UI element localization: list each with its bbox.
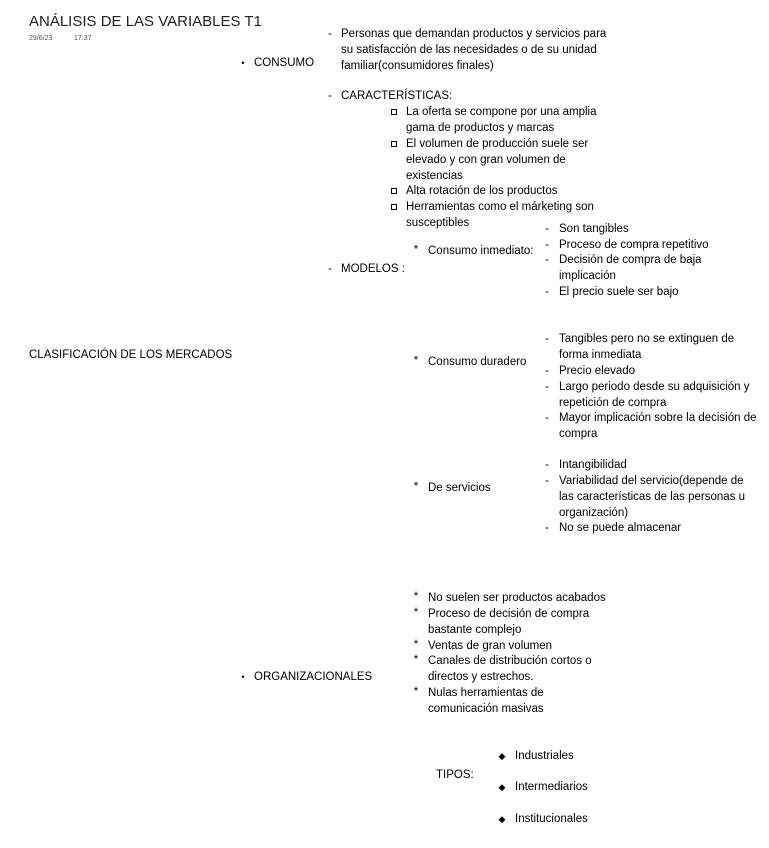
model-point-line: No se puede almacenar (559, 522, 682, 534)
caracteristica-line: El volumen de producción suele ser (406, 138, 589, 150)
point-dash: - (545, 239, 549, 251)
point-dash: - (545, 522, 549, 534)
caracteristica-line: elevado y con gran volumen de (406, 153, 566, 166)
organizacionales-bullet: • (241, 672, 245, 682)
tipo-item: Institucionales (515, 813, 588, 825)
org-point (428, 639, 552, 655)
checkbox-square-icon (390, 184, 398, 200)
checkbox-square-icon (390, 105, 398, 121)
star-marker: * (413, 686, 419, 698)
page-time: 17:37 (74, 35, 92, 42)
point-dash: - (545, 365, 549, 377)
organizacionales-label: ORGANIZACIONALES (254, 671, 373, 683)
caracteristica-item (406, 184, 558, 200)
consumo-description (341, 27, 606, 74)
model-point-line: organización) (559, 506, 629, 519)
model-point-line: Variabilidad del servicio(depende de (559, 475, 744, 487)
model-point-line: Mayor implicación sobre la decisión de (559, 412, 757, 424)
model-point-line: Decisión de compra de baja (559, 254, 702, 266)
tipo-item: Industriales (515, 750, 574, 762)
model-point-line: repetición de compra (559, 396, 667, 409)
caracteristica-line: La oferta se compone por una amplia (406, 106, 597, 118)
org-point (428, 591, 606, 607)
model-point-line: implicación (559, 269, 616, 282)
model-point (559, 380, 750, 412)
point-dash: - (545, 223, 549, 235)
org-point (428, 607, 589, 639)
caracteristicas-dash: - (328, 90, 332, 102)
root-label: CLASIFICACIÓN DE LOS MERCADOS (29, 349, 233, 361)
checkbox-square-icon (390, 137, 398, 153)
modelos-dash: - (328, 263, 332, 275)
tipo-item: Intermediarios (515, 781, 588, 793)
org-point-line: bastante complejo (428, 623, 522, 636)
caracteristica-line: gama de productos y marcas (406, 121, 555, 134)
model-point-line: Tangibles pero no se extinguen de (559, 333, 735, 345)
star-marker: * (413, 481, 419, 493)
model-point-line: forma inmediata (559, 348, 642, 361)
point-dash: - (545, 459, 549, 471)
model-point (559, 411, 757, 443)
diamond-bullet-icon: ◆ (498, 814, 506, 824)
org-point-line: Proceso de decisión de compra (428, 608, 590, 620)
consumo-label: CONSUMO (254, 57, 315, 69)
point-dash: - (545, 286, 549, 298)
org-point-line: No suelen ser productos acabados (428, 592, 606, 604)
model-point-line: Precio elevado (559, 365, 636, 377)
caracteristica-item (406, 105, 597, 137)
model-point (559, 521, 681, 537)
model-point (559, 332, 734, 364)
star-marker: * (413, 244, 419, 256)
point-dash: - (545, 475, 549, 487)
org-point-line: Ventas de gran volumen (428, 640, 553, 652)
model-point (559, 474, 745, 521)
model-point-line: El precio suele ser bajo (559, 286, 679, 298)
model-label-servicios: De servicios (428, 482, 491, 494)
diamond-bullet-icon: ◆ (498, 782, 506, 792)
description-line: su satisfacción de las necesidades o de su unidad (341, 43, 597, 56)
org-point (428, 686, 544, 718)
description-line: familiar(consumidores finales) (341, 59, 494, 72)
org-point-line: directos y estrechos. (428, 670, 534, 683)
caracteristica-item (406, 137, 588, 184)
model-point (559, 222, 629, 238)
description-line: Personas que demandan productos y servicios para (341, 28, 607, 40)
tipos-label: TIPOS: (436, 769, 474, 781)
caracteristica-line: Alta rotación de los productos (406, 185, 558, 197)
point-dash: - (545, 381, 549, 393)
star-marker: * (413, 654, 419, 666)
org-point-line: Canales de distribución cortos o (428, 655, 592, 667)
caracteristicas-label: CARACTERÍSTICAS: (341, 90, 453, 102)
model-point-line: compra (559, 427, 598, 440)
model-point-line: las características de las personas u (559, 490, 746, 503)
org-point-line: Nulas herramientas de (428, 687, 544, 699)
star-marker: * (413, 355, 419, 367)
caracteristica-line: susceptibles (406, 216, 470, 229)
checkbox-square-icon (390, 200, 398, 216)
org-point-line: comunicación masivas (428, 702, 544, 715)
star-marker: * (413, 639, 419, 651)
model-point (559, 285, 679, 301)
point-dash: - (545, 254, 549, 266)
model-point-line: Largo periodo desde su adquisición y (559, 381, 750, 393)
point-dash: - (545, 333, 549, 345)
model-point (559, 253, 702, 285)
point-dash: - (545, 412, 549, 424)
model-point (559, 238, 709, 254)
page-title: ANÁLISIS DE LAS VARIABLES T1 (29, 13, 262, 30)
org-point (428, 654, 592, 686)
page-date: 29/6/23 (29, 35, 53, 42)
model-point (559, 364, 635, 380)
model-point (559, 458, 627, 474)
model-point-line: Intangibilidad (559, 459, 627, 471)
caracteristica-line: Herramientas como el márketing son (406, 201, 594, 213)
consumo-bullet: • (241, 58, 245, 68)
model-point-line: Proceso de compra repetitivo (559, 239, 709, 251)
diamond-bullet-icon: ◆ (498, 751, 506, 761)
model-label-inmediato: Consumo inmediato: (428, 245, 534, 257)
model-point-line: Son tangibles (559, 223, 629, 235)
description-dash: - (328, 28, 332, 40)
caracteristica-line: existencias (406, 169, 463, 182)
star-marker: * (413, 607, 419, 619)
model-label-duradero: Consumo duradero (428, 356, 527, 368)
star-marker: * (413, 591, 419, 603)
modelos-label: MODELOS : (341, 263, 405, 275)
